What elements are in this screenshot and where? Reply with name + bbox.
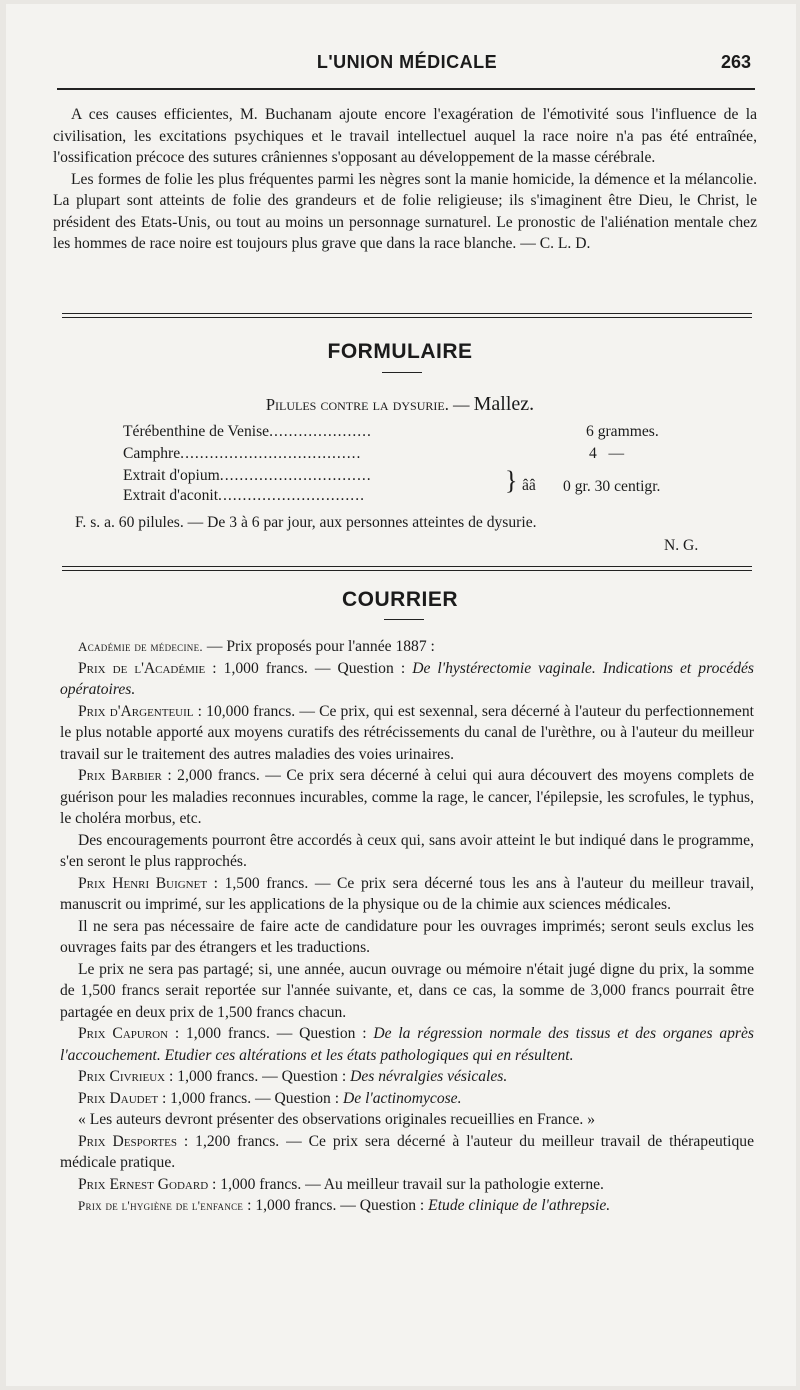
- courrier-paragraph: Académie de médecine. — Prix proposés pour l'année 1887 :: [78, 638, 435, 655]
- ingredient-line: Térébenthine de Venise.....................: [123, 423, 372, 440]
- brace: }: [505, 466, 518, 495]
- courrier-paragraph: Prix Ernest Godard : 1,000 francs. — Au meilleur travail sur la pathologie externe.: [78, 1175, 604, 1193]
- courrier-paragraph: Prix Civrieux : 1,000 francs. — Question : Des névralgies vésicales.: [78, 1068, 508, 1085]
- section-divider: [62, 566, 752, 567]
- shared-prefix: ââ: [522, 477, 536, 494]
- courrier-paragraph: Prix Desportes : 1,200 francs. — Ce prix sera décerné à l'auteur du meilleur travail de thérapeutique médicale pratique.: [60, 1132, 754, 1171]
- prescription-author: Mallez.: [473, 393, 535, 415]
- courrier-paragraph: Il ne sera pas nécessaire de faire acte de candidature pour les ouvrages imprimés; seront seuls exclus les ouvrages faits par des étrangers et les traductions.: [60, 917, 754, 956]
- prescription-title: Pilules contre la dysurie. — Mallez.: [265, 393, 535, 415]
- section-divider: [62, 313, 752, 314]
- journal-title: L'UNION MÉDICALE: [316, 52, 498, 72]
- formulaire-heading: FORMULAIRE: [327, 340, 473, 363]
- header-rule: [57, 88, 755, 90]
- intro-paragraph-2: Les formes de folie les plus fréquentes parmi les nègres sont la manie homicide, la démence et la mélancolie. La plupart sont atteints de folie des grandeurs et de folie religieuse; ils s'imaginent être Dieu, le Christ, le président des Etats-Unis, ou tout au moins un personnage surnaturel. Le pronostic de l'aliénation mentale chez les hommes de race noire est toujours plus grave que dans la race blanche. — C. L. D.: [53, 170, 757, 252]
- courrier-paragraph: Prix de l'Académie : 1,000 francs. — Question : De l'hystérectomie vaginale. Indications et procédés opératoires.: [60, 659, 754, 698]
- page-number: 263: [720, 52, 751, 72]
- courrier-paragraph: Le prix ne sera pas partagé; si, une année, aucun ouvrage ou mémoire n'était jugé digne du prix, la somme de 1,500 francs serait reportée sur l'année suivante, et, dans ce cas, la somme de 3,000 francs pourrait être partagée en deux prix de 1,500 francs chacun.: [60, 960, 754, 1021]
- shared-quantity: 0 gr. 30 centigr.: [563, 478, 661, 495]
- courrier-paragraph: Prix Henri Buignet : 1,500 francs. — Ce prix sera décerné tous les ans à l'auteur du meilleur travail, manuscrit ou imprimé, sur les applications de la physique ou de la chimie aux sciences médicales.: [60, 874, 754, 913]
- courrier-heading: COURRIER: [341, 588, 458, 611]
- courrier-paragraph: Prix Capuron : 1,000 francs. — Question : De la régression normale des tissus et des organes après l'accouchement. Etudier ces altérations et les états pathologiques qui en résultent.: [60, 1025, 754, 1064]
- courrier-paragraph: Prix Barbier : 2,000 francs. — Ce prix sera décerné à celui qui aura découvert des moyens complets de guérison pour les maladies reconnues incurables, comme la rage, le cancer, l'épilepsie, les scrofules, le typhus, le choléra morbus, etc.: [60, 767, 754, 827]
- prescription-name: Pilules contre la dysurie.: [265, 395, 449, 414]
- ingredient-line: Extrait d'opium...............................: [123, 467, 372, 484]
- courrier-paragraph: Prix d'Argenteuil : 10,000 francs. — Ce prix, qui est sexennal, sera décerné à l'auteur du perfectionnement le plus notable apporté aux moyens curatifs des rétrécissements du canal de l'urèthre, ou à l'auteur du meilleur travail sur le traitement des autres maladies des voies urinaires.: [60, 702, 754, 763]
- intro-text: [53, 104, 757, 255]
- courrier-paragraph: Des encouragements pourront être accordés à ceux qui, sans avoir atteint le but indiqué dans le programme, s'en seront le plus rapprochés.: [60, 831, 754, 870]
- heading-underline: [384, 619, 424, 620]
- ingredient-quantity: 4 —: [589, 445, 625, 462]
- running-header: [57, 52, 757, 82]
- courrier-paragraph: Prix Daudet : 1,000 francs. — Question : De l'actinomycose.: [78, 1089, 462, 1107]
- intro-paragraph-1: A ces causes efficientes, M. Buchanam ajoute encore l'exagération de l'émotivité sous l'influence de la civilisation, les excitations psychiques et le travail intellectuel auquel la race noire n'a pas été entraînée, l'ossification précoce des sutures crâniennes s'opposant au développement de la masse cérébrale.: [53, 106, 757, 166]
- directions: F. s. a. 60 pilules. — De 3 à 6 par jour, aux personnes atteintes de dysurie.: [75, 514, 537, 531]
- ingredient-line: Camphre.....................................: [123, 445, 362, 462]
- courrier-text: [60, 636, 754, 1217]
- ingredient-line: Extrait d'aconit..............................: [123, 487, 365, 504]
- heading-underline: [382, 372, 422, 373]
- ingredient-quantity: 6 grammes.: [586, 423, 659, 440]
- courrier-paragraph: Prix de l'hygiène de l'enfance : 1,000 francs. — Question : Etude clinique de l'athrepsie.: [78, 1197, 611, 1214]
- courrier-paragraph: « Les auteurs devront présenter des observations originales recueillies en France. »: [78, 1111, 596, 1128]
- signature: N. G.: [664, 537, 699, 554]
